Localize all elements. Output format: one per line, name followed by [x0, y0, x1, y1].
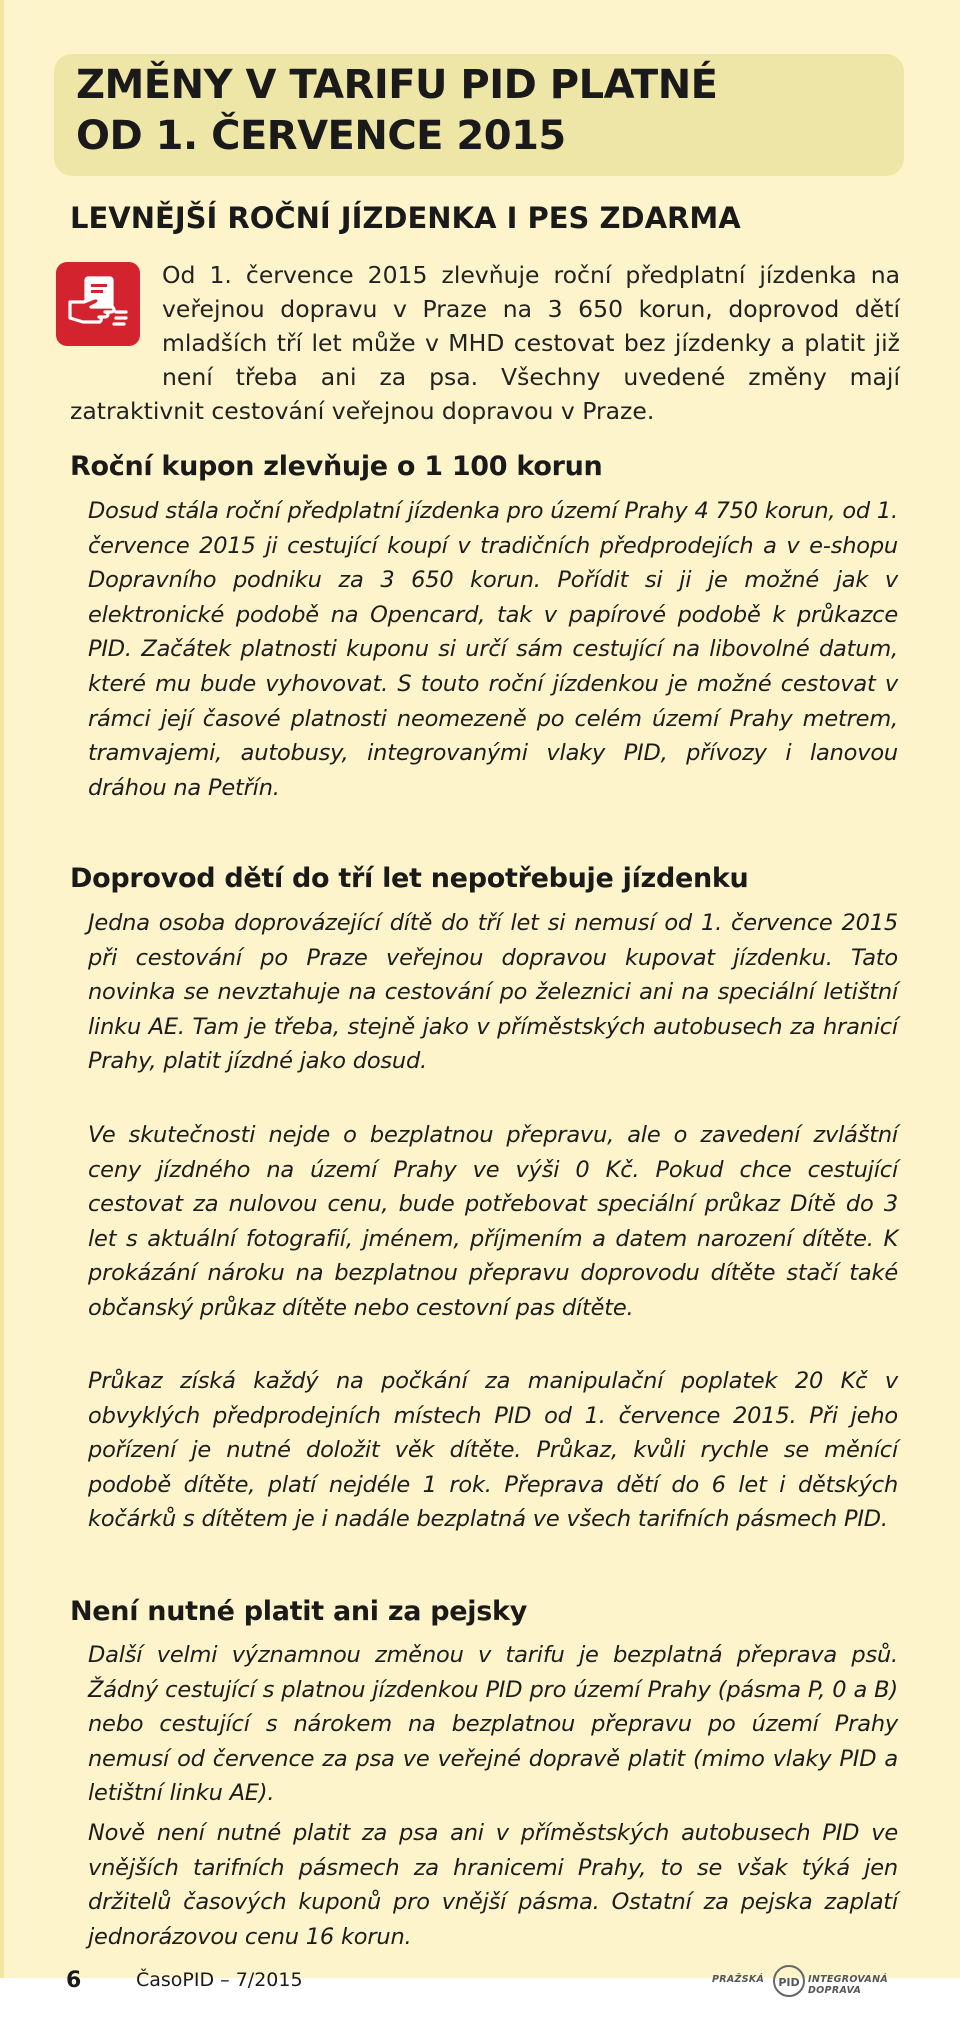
section-heading-dogs: Není nutné platit ani za pejsky [70, 1596, 527, 1627]
intro-text: Od 1. července 2015 zlevňuje roční předplatní jízdenka na veřejnou dopravu v Praze na 3 650 korun, doprovod dětí mladších tří let může v MHD cestovat bez jízdenky a platit již není třeba ani za psa. Všechny uvedené změny mají zatraktivnit cestování veřejnou dopravou v Praze. [70, 261, 900, 425]
section-paragraph: Průkaz získá každý na počkání za manipulační poplatek 20 Kč v obvyklých předprodejních místech PID od 1. července 2015. Při jeho pořízení je nutné doložit věk dítěte. Průkaz, kvůli rychle se měnící podobě dítěte, platí nejdéle 1 rok. Přeprava dětí do 6 let i dětských kočárků s dítětem je i nadále bezplatná ve všech tarifních pásmech PID. [88, 1368, 898, 1533]
section-heading-child-escort: Doprovod dětí do tří let nepotřebuje jízdenku [70, 863, 749, 894]
brand-text-right: INTEGROVANÁ DOPRAVA [808, 1974, 888, 1996]
section-paragraph: Ve skutečnosti nejde o bezplatnou přepravu, ale o zavedení zvláštní ceny jízdného na území Prahy ve výši 0 Kč. Pokud chce cestující cestovat za nulovou cenu, bude potřebovat speciální průkaz Dítě do 3 let s aktuální fotografií, jménem, příjmením a datem narození dítěte. K prokázání nároku na bezplatnou přepravu doprovodu dítěte stačí také občanský průkaz dítěte nebo cestovní pas dítěte. [88, 1122, 898, 1321]
section-paragraph: Nově není nutné platit za psa ani v příměstských autobusech PID ve vnějších tarifních pásmech za hranicemi Prahy, to se však týká jen držitelů časových kuponů pro vnější pásma. Ostatní za pejska zaplatí jednorázovou cenu 16 korun. [88, 1820, 898, 1950]
article-subtitle: LEVNĚJŠÍ ROČNÍ JÍZDENKA I PES ZDARMA [70, 201, 741, 235]
section-paragraph: Další velmi významnou změnou v tarifu je bezplatná přeprava psů. Žádný cestující s platnou jízdenkou PID pro území Prahy (pásma P, 0 a B) nebo cestující s nárokem na bezplatnou přepravu po území Prahy nemusí od července za psa ve veřejné dopravě platit (mimo vlaky PID a letištní linku AE). [88, 1642, 898, 1807]
magazine-issue: ČasoPID – 7/2015 [136, 1969, 303, 1991]
pid-brand-logo [712, 1962, 912, 2002]
icon-spacer [70, 258, 162, 388]
section-paragraph: Jedna osoba doprovázející dítě do tří let si nemusí od 1. července 2015 při cestování po Praze veřejnou dopravou kupovat jízdenku. Tato novinka se nevztahuje na cestování po železnici ani na speciální letištní linku AE. Tam je třeba, stejně jako v příměstských autobusech za hranicí Prahy, platit jízdné jako dosud. [88, 910, 898, 1075]
pid-logo-icon [772, 1964, 806, 1998]
page-title [76, 60, 896, 162]
title-line-1: ZMĚNY V TARIFU PID PLATNÉ [76, 62, 718, 108]
title-line-2: OD 1. ČERVENCE 2015 [76, 113, 566, 159]
page-number: 6 [66, 1968, 82, 1993]
intro-paragraph [70, 258, 900, 428]
section-heading-annual-coupon: Roční kupon zlevňuje o 1 100 korun [70, 451, 603, 482]
brand-text-left: PRAŽSKÁ [712, 1974, 765, 1985]
section-paragraph: Dosud stála roční předplatní jízdenka pro území Prahy 4 750 korun, od 1. července 2015 ji cestující koupí v tradičních předprodejích a v e-shopu Dopravního podniku za 3 650 korun. Pořídit si ji je možné jak v elektronické podobě na Opencard, tak v papírové podobě k průkazce PID. Začátek platnosti kuponu si určí sám cestující na libovolné datum, které mu bude vyhovovat. S touto roční jízdenkou je možné cestovat v rámci její časové platnosti neomezeně po celém území Prahy metrem, tramvajemi, autobusy, integrovanými vlaky PID, přívozy i lanovou dráhou na Petřín. [88, 498, 898, 801]
brand-logo-text: PID [778, 1976, 800, 1989]
